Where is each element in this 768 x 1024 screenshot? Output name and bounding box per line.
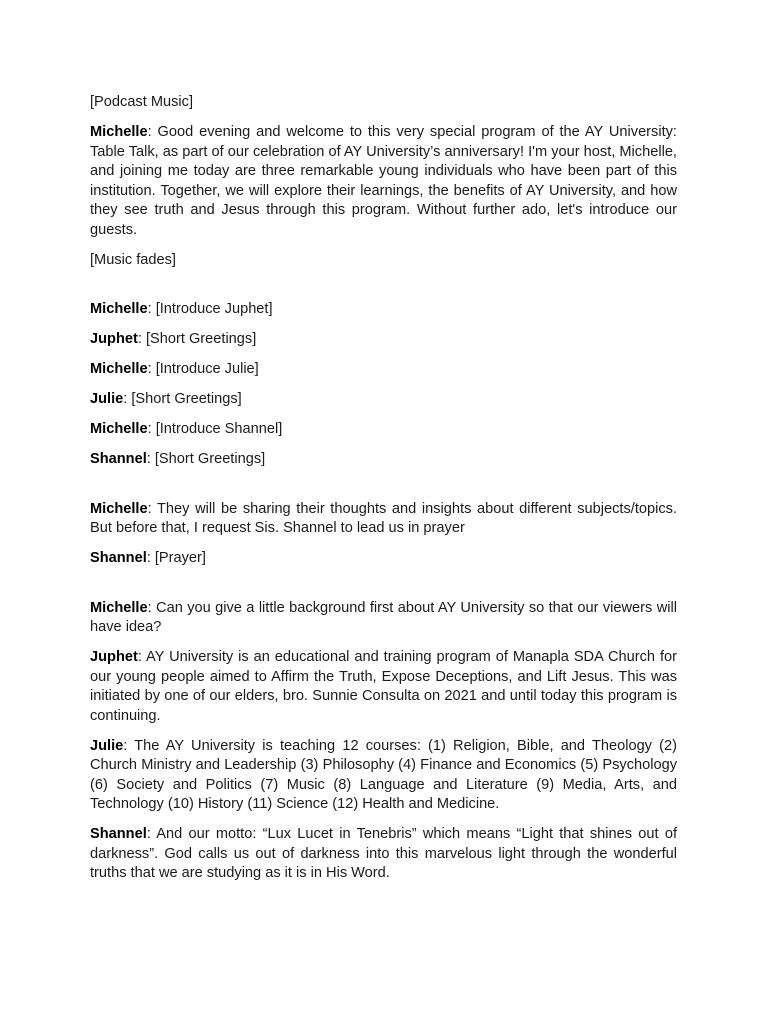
- speaker-name: Julie: [90, 391, 124, 407]
- stage-direction: [90, 93, 677, 113]
- line-text: [Podcast Music]: [90, 94, 194, 110]
- transcript-body: [90, 93, 677, 894]
- stage-direction: [90, 251, 677, 271]
- line-text: [Music fades]: [90, 251, 176, 268]
- line-text: : [Introduce Shannel]: [147, 421, 283, 437]
- dialogue-line: [90, 737, 677, 815]
- line-text: : Good evening and welcome to this very special program of the AY University: Table Talk, as part of our celebration of AY University’s anniversary! I'm your host, Michelle, and joining me today are three remarkable young individuals who have been part of this institution. Together, we will explore their learnings, the benefits of AY University, and how they see truth and Jesus through this program. Without further ado, let's introduce our guests.: [90, 124, 677, 238]
- line-text: : AY University is an educational and training program of Manapla SDA Church for our young people aimed to Affirm the Truth, Expose Deceptions, and Lift Jesus. This was initiated by one of our elders, bro. Sunnie Consulta on 2021 and until today this program is continuing.: [90, 649, 677, 724]
- line-text: : [Short Greetings]: [137, 331, 257, 347]
- line-text: : Can you give a little background first about AY University so that our viewers will have idea?: [90, 599, 677, 635]
- dialogue-line: [90, 360, 677, 380]
- speaker-name: Juphet: [90, 331, 138, 347]
- speaker-name: Julie: [90, 737, 124, 754]
- line-text: : The AY University is teaching 12 courses: (1) Religion, Bible, and Theology (2) Church Ministry and Leadership (3) Philosophy (4) Finance and Economics (5) Psychology (6) Society and Politics (7) Music (8) Language and Literature (9) Media, Arts, and Technology (10) History (11) Science (12) Health and Medicine.: [90, 737, 677, 812]
- dialogue-line: [90, 123, 677, 240]
- dialogue-line: [90, 390, 677, 410]
- speaker-name: Juphet: [90, 649, 138, 665]
- dialogue-line: [90, 330, 677, 350]
- speaker-name: Shannel: [90, 826, 147, 842]
- speaker-name: Michelle: [90, 301, 148, 317]
- dialogue-line: [90, 300, 677, 320]
- speaker-name: Shannel: [90, 451, 147, 467]
- speaker-name: Michelle: [90, 124, 148, 140]
- dialogue-line: [90, 599, 677, 638]
- speaker-name: Michelle: [90, 500, 148, 517]
- speaker-name: Shannel: [90, 550, 147, 566]
- speaker-name: Michelle: [90, 361, 148, 377]
- line-text: : And our motto: “Lux Lucet in Tenebris” which means “Light that shines out of darkness”. God calls us out of darkness into this marvelous light through the wonderful truths that we are studying as it is in His Word.: [90, 826, 677, 881]
- line-text: : [Short Greetings]: [146, 451, 266, 467]
- line-text: : [Introduce Julie]: [147, 361, 259, 377]
- line-text: : They will be sharing their thoughts and insights about different subjects/topics. But before that, I request Sis. Shannel to lead us in prayer: [90, 500, 677, 536]
- line-text: : [Short Greetings]: [123, 391, 242, 407]
- dialogue-line: [90, 549, 677, 569]
- line-text: : [Prayer]: [146, 550, 206, 566]
- speaker-name: Michelle: [90, 599, 148, 616]
- dialogue-line: [90, 825, 677, 884]
- dialogue-line: [90, 500, 677, 539]
- dialogue-line: [90, 420, 677, 440]
- speaker-name: Michelle: [90, 421, 148, 437]
- dialogue-line: [90, 648, 677, 726]
- dialogue-line: [90, 450, 677, 470]
- line-text: : [Introduce Juphet]: [147, 301, 273, 317]
